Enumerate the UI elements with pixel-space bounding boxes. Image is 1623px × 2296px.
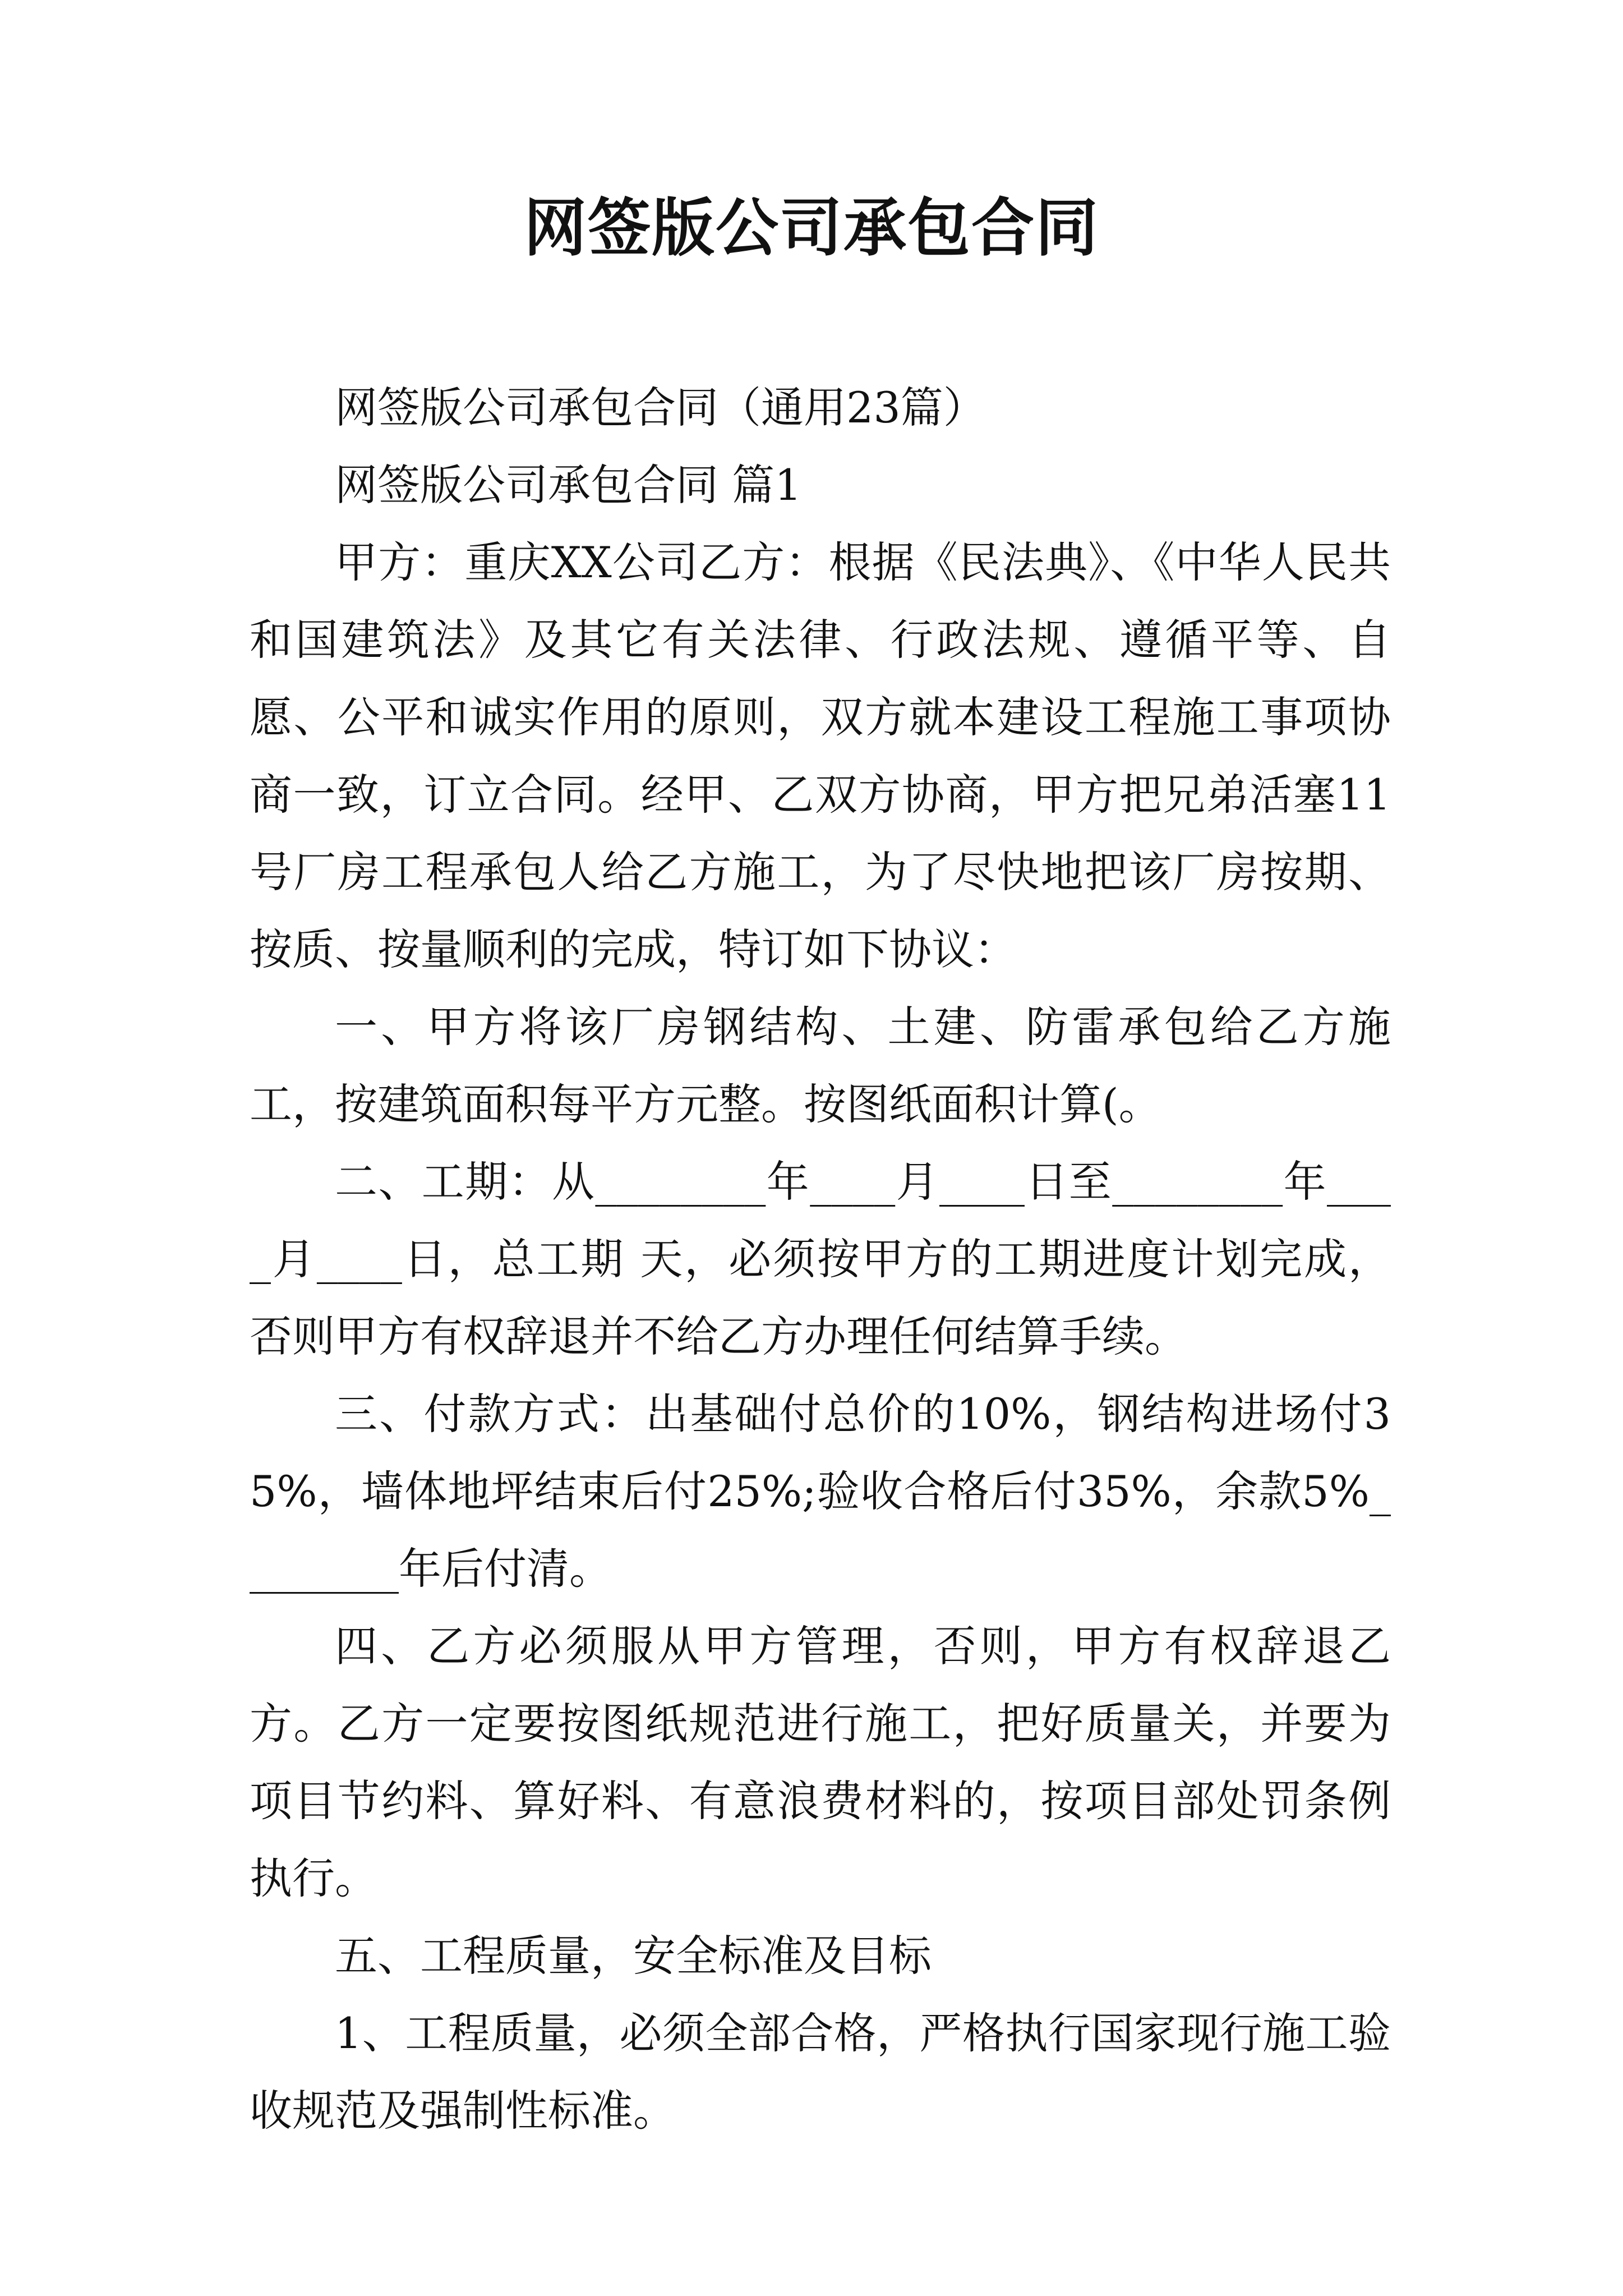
paragraph-clause-2: 二、工期：从________年____月____日至________年____月____日，总工期 天，必须按甲方的工期进度计划完成，否则甲方有权辞退并不给乙方办理任何结算手续。: [250, 1157, 1391, 1361]
paragraph-clause-1: 一、甲方将该厂房钢结构、土建、防雷承包给乙方施工，按建筑面积每平方元整。按图纸面积计算(。: [250, 1002, 1391, 1129]
paragraph-clause-5-1: 1、工程质量，必须全部合格，严格执行国家现行施工验收规范及强制性标准。: [250, 2008, 1391, 2136]
paragraph-clause-3: 三、付款方式：出基础付总价的10%，钢结构进场付35%，墙体地坪结束后付25%;验收合格后付35%，余款5%________年后付清。: [250, 1389, 1391, 1594]
paragraph-parties: 甲方：重庆XX公司乙方：根据《民法典》、《中华人民共和国建筑法》及其它有关法律、行政法规、遵循平等、自愿、公平和诚实作用的原则，双方就本建设工程施工事项协商一致，订立合同。经甲、乙双方协商，甲方把兄弟活塞11号厂房工程承包人给乙方施工，为了尽快地把该厂房按期、按质、按量顺利的完成，特订如下协议：: [250, 537, 1391, 974]
document-body: [250, 369, 1391, 2150]
paragraph-clause-5: 五、工程质量，安全标准及目标: [335, 1931, 932, 1981]
paragraph-collection-title: 网签版公司承包合同（通用23篇）: [335, 383, 986, 432]
paragraph-section-heading: 网签版公司承包合同 篇1: [335, 460, 802, 510]
document-title: 网签版公司承包合同: [524, 191, 1099, 265]
paragraph-clause-4: 四、乙方必须服从甲方管理，否则，甲方有权辞退乙方。乙方一定要按图纸规范进行施工，把好质量关，并要为项目节约料、算好料、有意浪费材料的，按项目部处罚条例执行。: [250, 1621, 1391, 1903]
